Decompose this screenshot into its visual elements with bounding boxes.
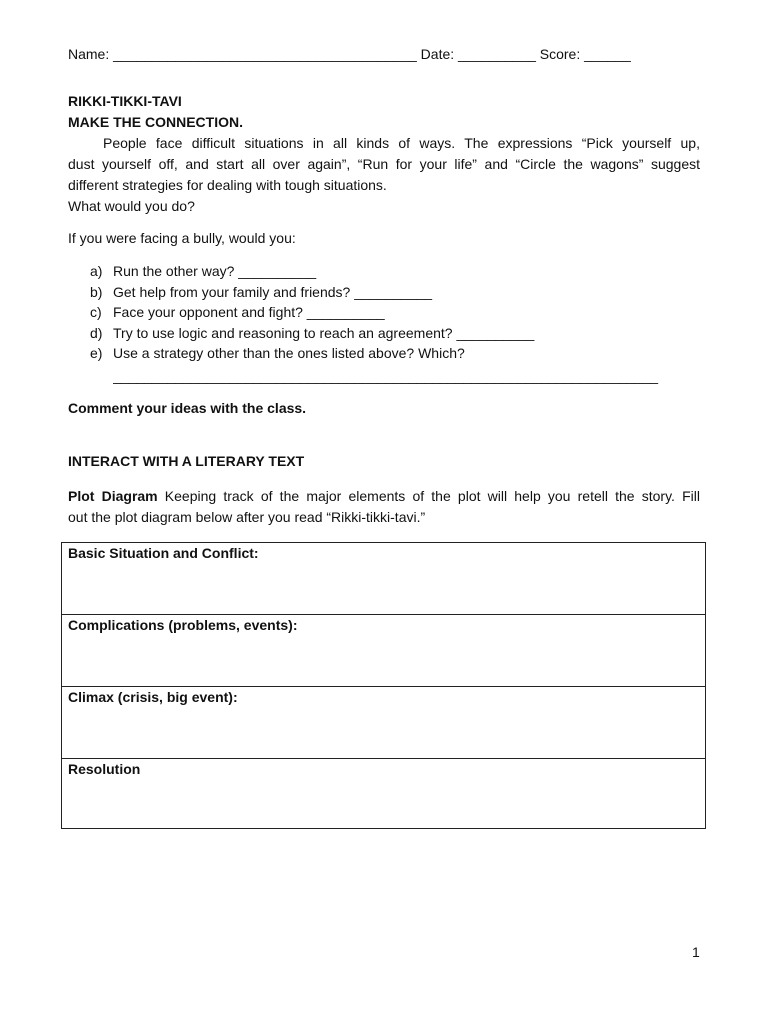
intro-line-3: different strategies for dealing with tough situations. (68, 177, 387, 193)
list-item (90, 282, 534, 303)
intro-line-1: People face difficult situations in all kinds of ways. The expressions “Pick yourself up, (103, 135, 700, 151)
plot-diagram-table (61, 542, 706, 829)
row-label: Basic Situation and Conflict: (68, 545, 259, 561)
intro-paragraph (68, 133, 700, 217)
plot-text-1: Keeping track of the major elements of the plot will help you retell the story. Fill (157, 488, 700, 504)
option-marker: e) (90, 345, 103, 361)
interact-heading: INTERACT WITH A LITERARY TEXT (68, 453, 305, 469)
answer-line: ______________________________________________________________________ (113, 368, 659, 384)
row-label: Complications (problems, events): (68, 617, 298, 633)
make-connection-heading: MAKE THE CONNECTION. (68, 114, 243, 130)
option-text: Run the other way? __________ (113, 263, 317, 279)
options-list (90, 261, 534, 364)
list-item (90, 343, 534, 364)
table-row[interactable] (62, 687, 705, 759)
plot-line-1 (68, 486, 700, 507)
option-marker: c) (90, 304, 102, 320)
worksheet-title: RIKKI-TIKKI-TAVI (68, 93, 182, 109)
option-marker: b) (90, 283, 103, 300)
list-item (90, 261, 534, 282)
table-row[interactable] (62, 615, 705, 687)
comment-instruction: Comment your ideas with the class. (68, 400, 307, 416)
option-text: Try to use logic and reasoning to reach an agreement? __________ (113, 324, 535, 341)
intro-line-2: dust yourself off, and start all over again”, “Run for your life” and “Circle the wagons” suggest (68, 156, 700, 172)
option-text: Use a strategy other than the ones listed above? Which? (113, 345, 465, 361)
row-label: Resolution (68, 761, 141, 777)
page-number: 1 (692, 944, 700, 960)
question-text: What would you do? (68, 198, 195, 214)
option-marker: a) (90, 263, 103, 279)
option-text: Face your opponent and fight? __________ (113, 304, 385, 320)
plot-paragraph (68, 486, 700, 528)
list-item (90, 302, 534, 323)
name-date-score-line: Name: _______________________________________ Date: __________ Score: ______ (68, 46, 631, 62)
list-item (90, 323, 534, 344)
plot-diagram-label: Plot Diagram (68, 488, 158, 504)
bully-prompt: If you were facing a bully, would you: (68, 230, 296, 246)
table-row[interactable] (62, 543, 705, 615)
option-marker: d) (90, 324, 103, 341)
table-row[interactable] (62, 759, 705, 829)
row-label: Climax (crisis, big event): (68, 689, 238, 705)
option-text: Get help from your family and friends? __________ (113, 283, 433, 300)
plot-text-2: out the plot diagram below after you read “Rikki-tikki-tavi.” (68, 509, 426, 525)
